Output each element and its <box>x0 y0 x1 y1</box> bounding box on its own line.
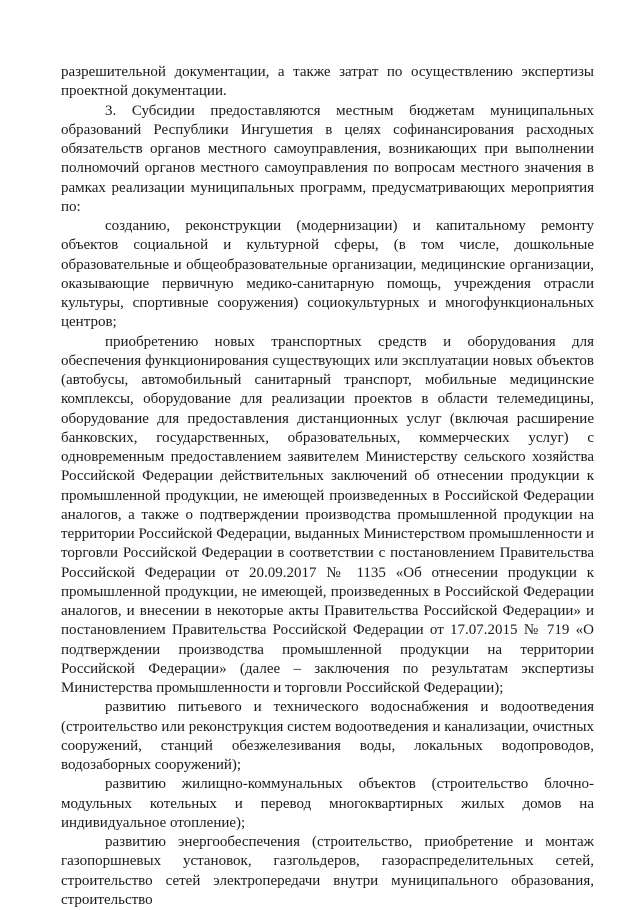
paragraph-housing-utilities: развитию жилищно-коммунальных объектов (строительство блочно-модульных котельных и перевод многоквартирных жилых домов на индивидуальное отопление); <box>61 776 594 831</box>
paragraph-water-supply: развитию питьевого и технического водоснабжения и водоотведения (строительство или реконструкция систем водоотведения и канализации, очистных сооружений, станций обезжелезивания воды, локальных водопроводов, водозаборных сооружений); <box>61 699 594 773</box>
paragraph-social-facilities: созданию, реконструкции (модернизации) и капитальному ремонту объектов социальной и культурной сферы, (в том числе, дошкольные образовательные и общеобразовательные организации, медицинские организации, оказывающие первичную медико-санитарную помощь, учреждения отрасли культуры, спортивные сооружения) социокультурных и многофункциональных центров; <box>61 218 594 331</box>
paragraph-permit-docs: разрешительной документации, а также затрат по осуществлению экспертизы проектной документации. <box>61 64 594 100</box>
paragraph-energy-supply: развитию энергообеспечения (строительство, приобретение и монтаж газопоршневых установок, газгольдеров, газораспределительных сетей, строительство сетей электропередачи внутри муниципального образования, строительство <box>61 834 594 908</box>
paragraph-transport-equipment: приобретению новых транспортных средств и оборудования для обеспечения функционирования существующих или эксплуатации новых объектов (автобусы, автомобильный санитарный транспорт, мобильные медицинские комплексы, оборудование для реализации проектов в области телемедицины, оборудование для предоставления дистанционных услуг (включая расширение банковских, государственных, образовательных, коммерческих услуг) с одновременным предоставлением заявителем Министерству сельского хозяйства Российской Федерации действительных заключений об отнесении продукции к промышленной продукции, не имеющей произведенных в Российской Федерации аналогов, а также о подтверждении производства промышленной продукции на территории Российской Федерации, выданных Министерством промышленности и торговли Российской Федерации в соответствии с постановлением Правительства Российской Федерации от 20.09.2017 № 1135 «Об отнесении продукции к промышленной продукции, не имеющей, произведенных в Российской Федерации аналогов, и внесении в некоторые акты Правительства Российской Федерации» и постановлением Правительства Российской Федерации от 17.07.2015 № 719 «О подтверждении производства промышленной продукции на территории Российской Федерации» (далее – заключения по результатам экспертизы Министерства промышленности и торговли Российской Федерации); <box>61 333 594 696</box>
document-body <box>61 63 594 910</box>
paragraph-subsidies-item-3: 3. Субсидии предоставляются местным бюджетам муниципальных образований Республики Ингушетия в целях софинансирования расходных обязательств органов местного самоуправления, возникающих при выполнении полномочий органов местного самоуправления по вопросам местного значения в рамках реализации муниципальных программ, предусматривающих мероприятия по: <box>61 102 594 215</box>
